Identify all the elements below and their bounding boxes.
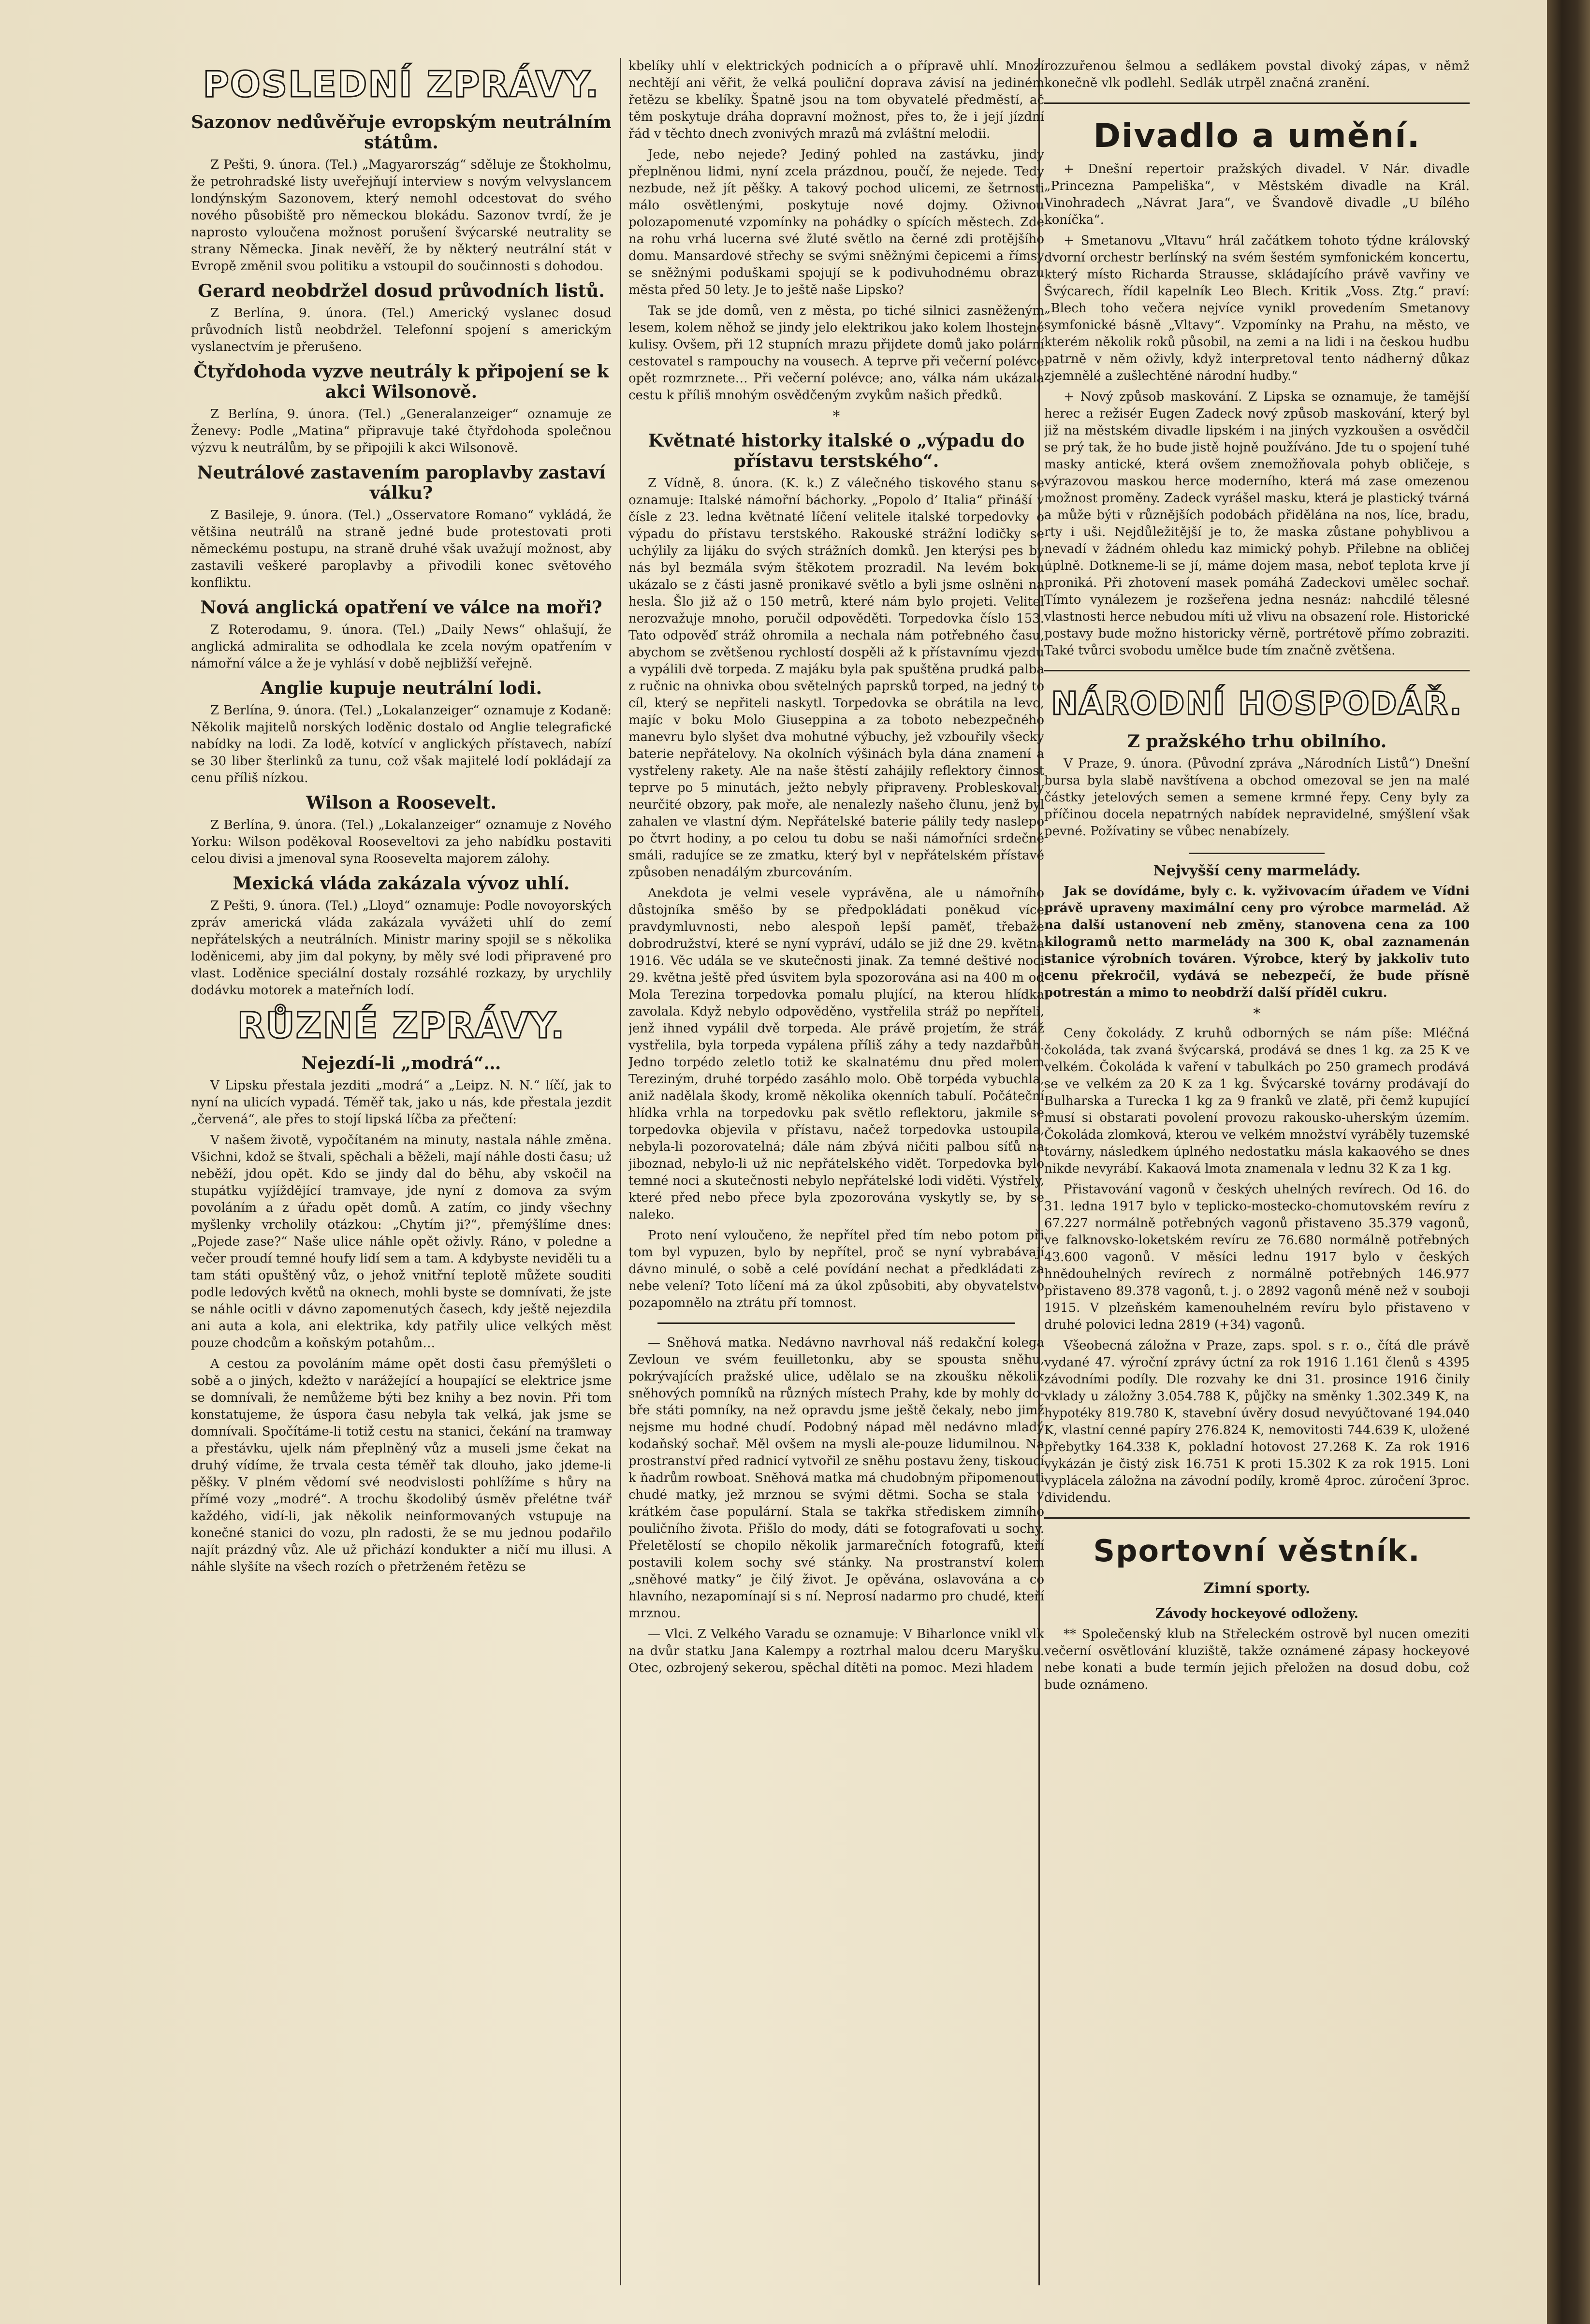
divider	[657, 1322, 1015, 1324]
article-marmelady: Jak se dovídáme, byly c. k. vyživovacím úřadem ve Vídni právě upraveny maximální ceny pro výrobce marmelád. Až na další ustanovení neb změny, stanovena cena za 100 kilogramů netto marmelády na 300 K, obal zaznamenán stanice výrobních továren. Výrobce, který by jakkoliv tuto cenu překročil, vydává se nebezpečí, že bude přísně potrestán a mimo to neobdrží další příděl cukru.	[1044, 884, 1470, 1000]
headline-gerard: Gerard neobdržel dosud průvodních listů.	[198, 281, 605, 301]
headline-mexicka-vlada: Mexická vláda zakázala vývoz uhlí.	[233, 873, 570, 894]
headline-ctyrdohoda: Čtyřdohoda vyzve neutrály k připojení se k akci Wilsonově.	[193, 362, 609, 402]
article-nejezdi-cont-2: Jede, nebo nejede? Jediný pohled na zastávku, jindy přeplněnou lidmi, nyní zcela prázdnou, poučí, že nejede. Tedy nezbude, než jít pěšky. A takový pochod ulicemi, ze šetrnosti málo osvětlenými, poskytuje nové dojmy. Oživnou polozapomenuté vzpomínky na pohádky o spících městech. Zde na rohu vrhá lucerna své žluté světlo na černé zdi protějšího domu. Mansardové střechy se svými sněžnými čepicemi a římsy se sněžnými poduškami spojují se k podivuhodnému obrazu města před 50 lety. Je to ještě naše Lipsko?	[628, 147, 1044, 297]
article-kvetnate-3: Proto není vyloučeno, že nepřítel před tím nebo potom při tom byl vypuzen, bylo by nepřítel, proč se nyní vybrabávají dávno minulé, o sobě a celé povídání nechat a předkládati za nebe velení? Toto líčení má za úkol způsobiti, aby obyvatelstvo pozapomnělo na ztrátu pří tomnost.	[628, 1228, 1044, 1310]
article-kvetnate-2: Anekdota je velmi vesele vyprávěna, ale u námořního důstojníka směšo by se předpokládati poněkud více pravdymluvnosti, nebo alespoň lepší paměť, třebaže dobrodružství, které se nyní vypráví, událo se již dne 29. května 1916. Věc udála se ve skutečnosti jinak. Za temné deštivé noci 29. května ještě před úsvitem byla spozorována asi na 400 m od Mola Terezina torpedovka pomalu plující, na kterou hlídka zavolala. Když nebylo odpověděno, vystřelila stráž po nepříteli, jenž ihned vypálil dvě torpeda. Ale právě projetím, že stráž vystřelila, byla torpeda vypálena příliš záhy a tedy nazdařbůh. Jedno torpédo zeletlo totiž ke skalnatému dnu před molem Tereziným, druhé torpédo zasáhlo molo. Obě torpéda vybuchla, aniž nadělala škody, kromě několika okenních tabulí. Počáteční hlídka vrhla na torpedovku pak světlo reflektoru, jakmile se torpedovka objevila v přístavu, načež torpedovka ustoupila, nebyla-li pozorovatelná; dále nám zbývá ničiti palbou síťů na jiboznad, nebylo-li už nic nepřátelského vidět. Torpedovka bylo temné noci a skutečnosti nebylo nepřátelské lodi viděti. Výstřely, které před nebo přece byla zpozorována vyskytly se, by se naleko.	[628, 886, 1044, 1222]
section-banner-narodni-hospodar: NÁRODNÍ HOSPODÁŘ.	[1051, 685, 1463, 722]
article-anglicka-opatreni: Z Roterodamu, 9. února. (Tel.) „Daily News“ ohlašují, že anglická admiralita se odhodlala ke zcela novým opatřením v námořní válce a že je vyhlásí v době nejbližší veřejně.	[191, 623, 612, 671]
section-star: *	[1253, 1005, 1261, 1022]
headline-nejezdi-modra: Nejezdí-li „modrá“…	[301, 1053, 501, 1074]
divider	[1044, 102, 1470, 104]
section-banner-ruzne-zpravy: RŮZNÉ ZPRÁVY.	[237, 1005, 566, 1046]
headline-anglie-lodi: Anglie kupuje neutrální lodi.	[260, 678, 542, 698]
section-star: *	[832, 408, 840, 425]
article-smetanova-vltava: + Smetanovu „Vltavu“ hrál začátkem tohoto týdne královský dvorní orchestr berlínský na svém šestém symfonickém koncertu, který místo Richarda Strausse, skládajícího právě vavřiny ve Švýcarech, řídil kapelník Leo Blech. Kritik „Voss. Ztg.“ praví: „Blech toho večera nejvíce vynikl provedením Smetanovy symfonické básně „Vltavy“. Vzpomínky na Prahu, na město, ve kterém několik roků působil, na zemi a na lidi i na českou hudbu patrně v něm oživly, když interpretoval tento nádherný důkaz zjemnělé a zušlechtěné národní hudby.“	[1044, 233, 1470, 383]
article-sazonov: Z Pešti, 9. února. (Tel.) „Magyarország“ sděluje ze Štokholmu, že petrohradské listy uveřejňují interview s novým velvyslancem londýnským Sazonovem, který nemohl odcestovat do svého nového působiště pro německou blokádu. Sazonov tvrdí, že je naprosto vyloučena možnost porušení švýcarské neutrality se strany Německa. Jinak nevěří, že by některý neutrální stát v Evropě změnil svou politiku a vstoupil do součinnosti s dohodou.	[191, 158, 612, 274]
article-vlci-cont: rozzuřenou šelmou a sedlákem povstal divoký zápas, v němž konečně vlk podlehl. Sedlák utrpěl značná zranění.	[1044, 59, 1470, 90]
headline-kvetnate-historky: Květnaté historky italské o „výpadu do přístavu terstského“.	[648, 431, 1025, 471]
headline-marmelady: Nejvyšší ceny marmelády.	[1153, 862, 1361, 879]
column-3	[1044, 58, 1470, 2295]
article-ctyrdohoda: Z Berlína, 9. února. (Tel.) „Generalanzeiger“ oznamuje ze Ženevy: Podle „Matina“ připravuje také čtyřdohoda společnou výzvu k neutrálům, by se připojili k akci Wilsonově.	[191, 407, 612, 455]
headline-zavody-hockeyove: Závody hockeyové odloženy.	[1155, 1606, 1359, 1621]
article-nejezdi-2: V našem životě, vypočítaném na minuty, nastala náhle změna. Všichni, kdož se štvali, spěchali a běželi, mají náhle dosti času; už neběží, jdou opět. Kdo se jindy dal do běhu, aby vskočil na stupátku vyjíždějící tramvaye, jde nyní z domova za svým povoláním a z úřadu opět domů. A zatím, co jindy všechny myšlenky vrcholily otázkou: „Chytím ji?“, přemýšlíme dnes: „Pojede zase?“ Naše ulice náhle opět oživly. Ráno, v poledne a večer proudí temné houfy lidí sem a tam. A kdybyste neviděli tu a tam státi opuštěný vůz, o jehož vnitřní teplotě můžete souditi podle ledových květů na oknech, mohli byste se domnívati, že jste se náhle ocitli v dávno zapomenutých časech, kdy ještě nejezdila ani auta a kola, ani elektrika, kdy patřily ulice velkých měst pouze chodcům a koňským potahům…	[191, 1133, 612, 1351]
binding-spine	[1547, 0, 1590, 2324]
article-zavody-hockeyove: ** Společenský klub na Střeleckém ostrově byl nucen omeziti večerní osvětlování kluziště, takže oznámené zápasy hockeyové nebe konati a bude termín jejich přeložen na dosud dobu, což bude oznámeno.	[1044, 1627, 1470, 1692]
headline-wilson: Wilson a Roosevelt.	[306, 793, 496, 813]
headline-zimni-sporty: Zimní sporty.	[1203, 1580, 1311, 1597]
article-snehova-matka: — Sněhová matka. Nedávno navrhoval náš redakční kolega Zevloun ve svém feuilletonku, aby se spousta sněhu, pokrývajících pražské ulice, udělalo se na zkoušku několik sněhových pomníků na různých místech Prahy, kde by mohly do-bře státi pomníky, na než opravdu jsme ještě čekaly, nebo jimž nejsme mu hodné chudí. Podobný nápad měl nedávno mladý kodaňský sochař. Měl ovšem na mysli ale-pouze lidumilnou. Na prostranství před radnicí vytvořil ze sněhu postavu ženy, tiskoucí k ňadrům rowboat. Sněhová matka má chudobným připomenouti chudé matky, jež mrznou se svými dětmi. Socha se stala v krátkém čase populární. Stala se takřka střediskem zimního pouličního života. Přišlo do mody, dáti se fotografovati u sochy. Přeletělostí se chopilo několik jarmarečních fotografů, kteří postavili kolem sochy své stánky. Na prostranství kolem „sněhové matky“ je čilý život. Je opěvána, oslavována a co hlavního, nezapomínají si s ní. Neprosí nadarmo pro chudé, kteří mrznou.	[628, 1336, 1044, 1621]
article-wilson: Z Berlína, 9. února. (Tel.) „Lokalanzeiger“ oznamuje z Nového Yorku: Wilson poděkoval Rooseveltovi za jeho nabídku postaviti celou divisi a jmenoval syna Roosevelta majorem zálohy.	[191, 818, 612, 866]
article-maskovani: + Nový způsob maskování. Z Lipska se oznamuje, že tamější herec a režisér Eugen Zadeck nový způsob maskování, který byl již na městském divadle lipském i na jiných vyzkoušen a osvědčil se prý tak, že ho bude jistě hojně používáno. Jde tu o spojení tuhé masky antické, která ovšem znemožňovala pohyb obličeje, s výrazovou maskou herce moderního, která má zase omezenou možnost proměny. Zadeck vyrášel masku, která je plastický tvárná a může býti v různějších podobách přidělána na nos, líce, bradu, rty i uši. Nejdůležitější je to, že maska zůstane pohyblivou a nevadí v žádném ohledu kaz mimický pohyb. Přilebne na obličej úplně. Dotkneme-li se jí, máme dojem masa, neboť teplota krve jí proniká. Při zhotovení masek pomáhá Zadeckovi umělec sochař. Tímto vynálezem je rozšeřena jedna nesnáz: nahcdilé tělesné vlastnosti herce nebudou míti už vlivu na obsazení role. Historické postavy bude možno historicky věrně, portrétově přímo zobraziti. Také tvůrci svobodu umělce bude tím značně zvětšena.	[1044, 390, 1470, 658]
article-nejezdi-cont-1: kbelíky uhlí v elektrických podnicích a o přípravě uhlí. Mnozí nechtějí ani věřit, že velká pouliční doprava závisí na jediném řetězu se kbelíky. Špatně jsou na tom obyvatelé předměstí, ač těm poskytuje dráha dopravní možnost, přes to, že i její jízdní řád v těchto dnech zvonivých mrazů má zvláštní melodii.	[628, 59, 1044, 141]
headline-neutralove: Neutrálové zastavením paroplavby zastaví válku?	[197, 463, 606, 503]
article-vlci: — Vlci. Z Velkého Varadu se oznamuje: V Biharlonce vnikl vlk na dvůr statku Jana Kalempy a roztrhal malou dceru Maryšku. Otec, ozbrojený sekerou, spěchal dítěti na pomoc. Mezi hladem	[628, 1627, 1044, 1675]
divider	[1044, 670, 1470, 671]
article-nejezdi-1: V Lipsku přestala jezditi „modrá“ a „Leipz. N. N.“ líčí, jak to nyní na ulicích vypadá. Téměř tak, jako u nás, kde přestala jezdit „červená“, ale přes to stojí lipská líčba za přečtení:	[191, 1078, 612, 1127]
article-nejezdi-3: A cestou za povoláním máme opět dosti času přemýšleti o sobě a o jiných, kdežto v narážející a houpající se elektrice jsme se domnívali, že nemůžeme býti bez knihy a bez novin. Při tom konstatujeme, že úspora času nebyla tak velká, jak jsme se domnívali. Spočítáme-li totiž cestu na stanici, čekání na tramway a přestávku, ujelk nám přeplněný vůz a museli jsme čekat na druhý vídíme, že trvala cesta téměř tak dlouho, jako jdeme-li pěšky. V plném vědomí své neodvislosti pohlížíme s hůry na přímé vozy „modré“. A trochu škodolibý úsměv přelétne tvář každého, vidí-li, jak několik neinformovaných vstupuje na konečné stanici do vozu, pln radosti, že se mu jednou podařilo najít prázdný vůz. Ale už přichází kondukter a ničí mu illusi. A náhle slyšíte na všech rozích o přetrženém řetězu se	[191, 1357, 612, 1574]
article-kvetnate-1: Z Vídně, 8. února. (K. k.) Z válečného tiskového stanu se oznamuje: Italské námořní báchorky. „Popolo d’ Italia“ přináší v čísle z 23. ledna květnaté líčení velitele italské torpedovky o výpadu do přístavu terstského. Rakouské strážní lodičky se uchýlily za lijáku do svých strážních domků. Jen kterýsi pes by nás byl bezmála svým štěkotem prozradil. Na levém boku ukázalo se z části jasně pronikavé světlo a byli jsme oslněni na hesla. Šlo již až o 150 metrů, které nám bylo projeti. Velitel nerozvažuje mnoho, poručil odpověděti. Torpedovka číslo 153. Tato odpověď stráž ohromila a nechala nám potřebného času, abychom se zvětšenou rychlostí dospěli až k přístavnímu vjezdu a vypálili dvě torpeda. Z majáku byla pak spuštěna prudká palba z ručnic na ohnivka obou světelných paprsků torped, na jedný to cíl, který se nepřiteli naskytl. Torpedovka se obrátila na levo, majíc v boku Molo Giuseppina a za toboto nebezpečného manevru bylo slyšet dva mohutné výbuchy, jež vzbouřily všecky baterie nepřátelovy. Na okolních výšinách byla dána znamení a vystřeleny rakety. Ale na naše štěstí zahájily reflektory činnost teprve po 5 minutách, ježto nebyly připraveny. Probleskovaly neurčité obzory, pak moře, ale nenalezly našeho člunu, jenž byl zahalen ve vlastní dým. Nepřátelské baterie pálily tedy naslepo po čtvrt hodiny, a po celou tu dobu se naši námořníci srdečně smáli, radujíce se ze zmatku, který byl v nepřátelském přístavě způsoben nenadálým zburcováním.	[628, 476, 1044, 880]
article-mexicka-vlada: Z Pešti, 9. února. (Tel.) „Lloyd“ oznamuje: Podle novoyorských zpráv americká vláda zakázala vyvážeti uhlí do zemí nepřátelských a neutrálních. Ministr mariny spojil se s několika loděnicemi, aby jim dal pokyny, by měly své lodi připravené pro vlast. Loděnice speciální dostaly rozsáhlé rozkazy, by urychlily dodávku motorek a mateřních lodí.	[191, 899, 612, 998]
article-nejezdi-cont-3: Tak se jde domů, ven z města, po tiché silnici zasněženým lesem, kolem něhož se jindy jelo elektrikou jako kolem lhostejné kulisy. Ovšem, při 12 stupních mrazu přijdete domů jako polární cestovatel s rampouchy na vousech. A teprve při večerní polévce opět rozmrznete… Při večerní polévce; ano, válka nám ukázala cestu k příliš mnohým osvědčeným zvykům našich předků.	[628, 304, 1044, 403]
column-rule	[620, 58, 621, 2285]
section-banner-divadlo: Divadlo a umění.	[1093, 117, 1421, 155]
headline-trh-obilni: Z pražského trhu obilního.	[1127, 731, 1387, 752]
article-anglie-lodi: Z Berlína, 9. února. (Tel.) „Lokalanzeiger“ oznamuje z Kodaně: Několik majitelů norských loděnic dostalo od Anglie telegrafické nabídky na lodi. Za lodě, kotvící v anglických přístavech, nabízí se 30 liber šterlinků za tunu, což však majitelé lodí pokládají za cenu příliš nízkou.	[191, 703, 612, 785]
divider	[1189, 853, 1325, 854]
section-banner-posledni-zpravy: POSLEDNÍ ZPRÁVY.	[203, 64, 600, 105]
article-trh-obilni: V Praze, 9. února. (Původní zpráva „Národních Listů“) Dnešní bursa byla slabě navštívena a obchod omezoval se jen na malé částky jetelových semen a semene krmné řepy. Ceny byly za příčinou docela nepatrných nabídek nepravidelné, smýšlení však pevné. Požívatiny se vůbec nenabízely.	[1044, 756, 1470, 839]
article-uhelne-reviry: Přistavování vagonů v českých uhelných revírech. Od 16. do 31. ledna 1917 bylo v teplicko-mostecko-chomutovském revíru z 67.227 normálně potřebných vagonů přistaveno 35.379 vagonů, ve falknovsko-loketském revíru ze 76.680 normálně potřebných 43.600 vagonů. V měsíci lednu 1917 bylo v českých hnědouhelných revírech z normálně potřebných 146.977 přistaveno 89.378 vagonů, t. j. o 2892 vagonů méně než v souboji 1915. V plzeňském kamenouhelném revíru bylo přistaveno v druhé polovici ledna 2819 (+34) vagonů.	[1044, 1182, 1470, 1332]
article-repertoir: + Dnešní repertoir pražských divadel. V Nár. divadle „Princezna Pampeliška“, v Městském divadle na Král. Vinohradech „Návrat Jara“, ve Švandově divadle „U bílého koníčka“.	[1044, 162, 1470, 227]
article-cokolady: Ceny čokolády. Z kruhů odborných se nám píše: Mléčná čokoláda, tak zvaná švýcarská, prodává se dnes 1 kg. za 25 K ve velkém. Čokoláda k vaření v tabulkách po 250 gramech prodává se ve velkém za 20 K za 1 kg. Švýcarské továrny prodávají do Bulharska a Turecka 1 kg za 9 franků ve zlatě, při čemž kupující musí si obstarati povolení provozu rakousko-uherským územím. Čokoláda zlomková, kterou ve velkém množství vyráběly tuzemské továrny, následkem úplného nedostatku másla kakaového se dnes nikde nevyrábí. Kakaová lmota znamenala v lednu 32 K za 1 kg.	[1044, 1026, 1470, 1176]
article-gerard: Z Berlína, 9. února. (Tel.) Americký vyslanec dosud průvodních listů neobdržel. Telefonní spojení s americkým vyslanectvím je přerušeno.	[191, 306, 612, 354]
divider	[1044, 1517, 1470, 1519]
column-2	[628, 58, 1044, 2295]
headline-anglicka-opatreni: Nová anglická opatření ve válce na moři?	[200, 597, 602, 618]
article-neutralove: Z Basileje, 9. února. (Tel.) „Osservatore Romano“ vykládá, že většina neutrálů na straně jedné bude protestovati proti německému postupu, na straně druhé však uvažují možnost, aby zastavili veškeré paroplavby a přivodili konec světového konfliktu.	[191, 508, 612, 590]
column-1	[191, 58, 612, 2295]
headline-sazonov: Sazonov nedůvěřuje evropským neutrálním státům.	[191, 112, 612, 153]
section-banner-sportovni-vestnik: Sportovní věstník.	[1093, 1533, 1421, 1569]
article-zalozna: Všeobecná záložna v Praze, zaps. spol. s r. o., čítá dle právě vydané 47. výroční zprávy úctní za rok 1916 1.161 členů s 4395 závodními podíly. Dle rozvahy ke dni 31. prosince 1916 činily vklady u záložny 3.054.788 K, půjčky na směnky 1.302.349 K, na hypotéky 819.780 K, stavební úvěry dosud nevyúčtované 194.040 K, vlastní cenné papíry 276.824 K, nemovitosti 744.639 K, uložené přebytky 164.338 K, pokladní hotovost 27.268 K. Za rok 1916 vykázán je čistý zisk 16.751 K proti 15.302 K za rok 1915. Loni vyplácela záložna na závodní podíly, kromě 4proc. zúročení 3proc. dividendu.	[1044, 1338, 1470, 1505]
